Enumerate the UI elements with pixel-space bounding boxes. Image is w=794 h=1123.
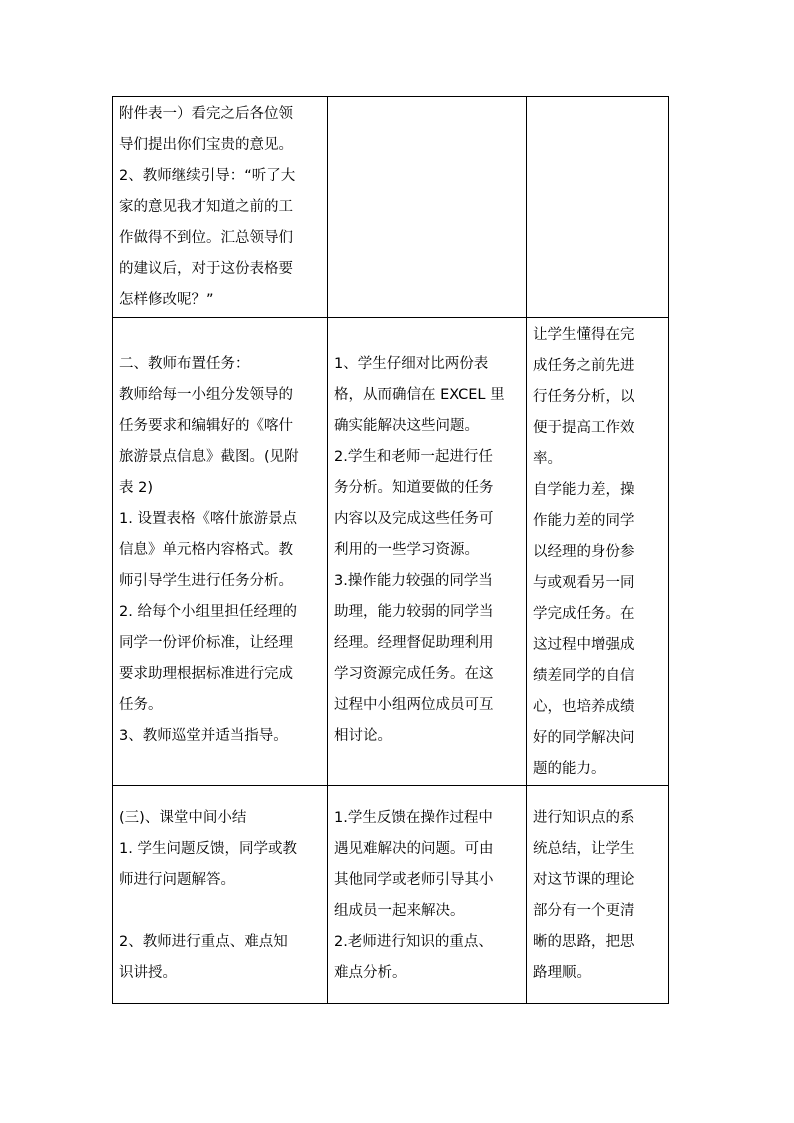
cell-line: 与或观看另一同 <box>533 575 635 591</box>
cell-line: 同学一份评价标准，让经理 <box>119 635 293 651</box>
cell-line: 旅游景点信息》截图。(见附 <box>119 449 299 465</box>
cell-line: 过程中小组两位成员可互 <box>334 697 494 713</box>
cell-line: 的建议后，对于这份表格要 <box>119 261 293 277</box>
cell-line: 确实能解决这些问题。 <box>334 418 479 434</box>
cell-line: 绩差同学的自信 <box>533 668 635 684</box>
cell-line: 2.学生和老师一起进行任 <box>334 449 493 465</box>
cell-line: 3.操作能力较强的同学当 <box>334 573 493 589</box>
student-activity-cell <box>328 318 527 786</box>
cell-line: 经理。经理督促助理利用 <box>334 635 494 651</box>
cell-line: 进行知识点的系 <box>533 810 635 826</box>
cell-line: 相讨论。 <box>334 728 392 744</box>
teacher-activity-cell <box>113 318 328 786</box>
cell-line: 2、教师继续引导：“听了大 <box>119 168 296 184</box>
design-intent-cell <box>527 318 669 786</box>
teacher-activity-cell <box>113 786 328 1004</box>
design-intent-cell <box>527 97 669 318</box>
cell-line: 任务要求和编辑好的《喀什 <box>119 418 293 434</box>
student-activity-cell <box>328 97 527 318</box>
cell-line: 学完成任务。在 <box>533 606 635 622</box>
lesson-plan-table <box>112 96 669 1004</box>
design-intent-cell <box>527 786 669 1004</box>
cell-line: 附件表一）看完之后各位领 <box>119 106 293 122</box>
cell-line: 信息》单元格内容格式。教 <box>119 542 293 558</box>
cell-line: 让学生懂得在完 <box>533 327 635 343</box>
cell-line: 二、教师布置任务： <box>119 356 250 372</box>
cell-line: 行任务分析，以 <box>533 389 635 405</box>
cell-line: 务分析。知道要做的任务 <box>334 480 494 496</box>
cell-line: 导们提出你们宝贵的意见。 <box>119 137 293 153</box>
cell-line: 组成员一起来解决。 <box>334 903 465 919</box>
cell-line: 好的同学解决问 <box>533 730 635 746</box>
cell-line: 任务。 <box>119 697 163 713</box>
cell-line: 作能力差的同学 <box>533 513 635 529</box>
cell-line: 学习资源完成任务。在这 <box>334 666 494 682</box>
cell-line: 1. 学生问题反馈，同学或教 <box>119 841 297 857</box>
cell-line: 怎样修改呢？” <box>119 292 214 308</box>
cell-line: 2. 给每个小组里担任经理的 <box>119 604 297 620</box>
cell-line: 难点分析。 <box>334 965 407 981</box>
cell-line: 心，也培养成绩 <box>533 699 635 715</box>
cell-line: 对这节课的理论 <box>533 872 635 888</box>
table-row <box>113 97 669 318</box>
cell-line: 这过程中增强成 <box>533 637 635 653</box>
cell-line: 3、教师巡堂并适当指导。 <box>119 728 288 744</box>
table-row <box>113 786 669 1004</box>
cell-line: 师进行问题解答。 <box>119 872 235 888</box>
cell-line: 作做得不到位。汇总领导们 <box>119 230 293 246</box>
cell-line: 师引导学生进行任务分析。 <box>119 573 293 589</box>
cell-line: 利用的一些学习资源。 <box>334 542 479 558</box>
cell-line: 助理，能力较弱的同学当 <box>334 604 494 620</box>
cell-line: 统总结，让学生 <box>533 841 635 857</box>
cell-line: (三)、课堂中间小结 <box>119 810 247 826</box>
cell-line: 其他同学或老师引导其小 <box>334 872 494 888</box>
cell-line: 题的能力。 <box>533 761 606 777</box>
cell-line: 遇见难解决的问题。可由 <box>334 841 494 857</box>
cell-line: 1、学生仔细对比两份表 <box>334 356 489 372</box>
cell-line: 晰的思路，把思 <box>533 934 635 950</box>
student-activity-cell <box>328 786 527 1004</box>
teacher-activity-cell <box>113 97 328 318</box>
cell-line: 1. 设置表格《喀什旅游景点 <box>119 511 297 527</box>
cell-line: 便于提高工作效 <box>533 420 635 436</box>
cell-line: 率。 <box>533 451 562 467</box>
blank-line <box>119 896 321 927</box>
cell-line: 2、教师进行重点、难点知 <box>119 934 288 950</box>
cell-line: 部分有一个更清 <box>533 903 635 919</box>
cell-line: 自学能力差，操 <box>533 482 635 498</box>
cell-line: 识讲授。 <box>119 965 177 981</box>
cell-line: 要求助理根据标准进行完成 <box>119 666 293 682</box>
table-row <box>113 318 669 786</box>
cell-line: 成任务之前先进 <box>533 358 635 374</box>
cell-line: 家的意见我才知道之前的工 <box>119 199 293 215</box>
cell-line: 表 2) <box>119 480 153 496</box>
cell-line: 格，从而确信在 EXCEL 里 <box>334 387 505 403</box>
cell-line: 1.学生反馈在操作过程中 <box>334 810 493 826</box>
cell-line: 教师给每一小组分发领导的 <box>119 387 293 403</box>
cell-line: 内容以及完成这些任务可 <box>334 511 494 527</box>
cell-line: 以经理的身份参 <box>533 544 635 560</box>
cell-line: 路理顺。 <box>533 965 591 981</box>
cell-line: 2.老师进行知识的重点、 <box>334 934 493 950</box>
